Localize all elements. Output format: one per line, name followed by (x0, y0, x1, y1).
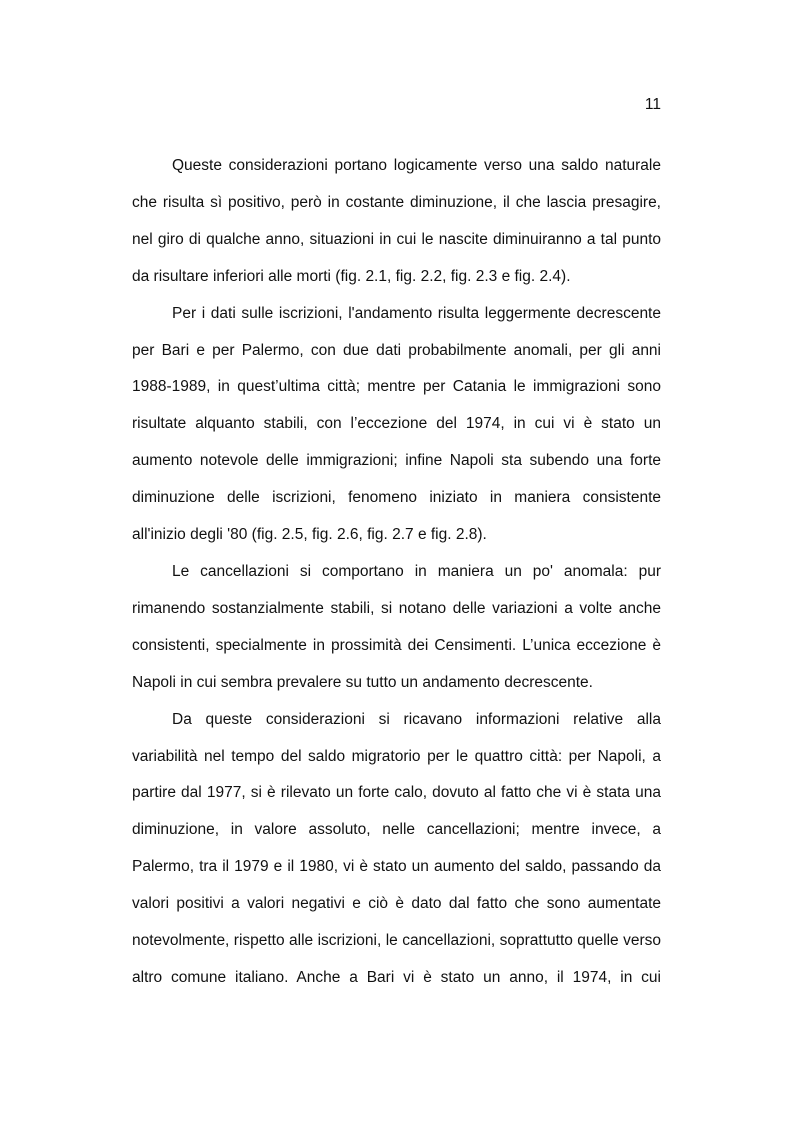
body-text (132, 148, 661, 997)
page-number: 11 (644, 96, 661, 113)
paragraph-migration-balance: Da queste considerazioni si ricavano informazioni relative alla variabilità nel tempo del saldo migratorio per le quattro città: per Napoli, a partire dal 1977, si è rilevato un forte calo, dovuto al fatto che vi è stata una diminuzione, in valore assoluto, nelle cancellazioni; mentre invece, a Palermo, tra il 1979 e il 1980, vi è stato un aumento del saldo, passando da valori positivi a valori negativi e ciò è dato dal fatto che sono aumentate notevolmente, rispetto alle iscrizioni, le cancellazioni, soprattutto quelle verso altro comune italiano. Anche a Bari vi è stato un anno, il 1974, in cui (132, 710, 661, 986)
paragraph-registrations: Per i dati sulle iscrizioni, l'andamento risulta leggermente decrescente per Bari e per Palermo, con due dati probabilmente anomali, per gli anni 1988-1989, in quest’ultima città; mentre per Catania le immigrazioni sono risultate alquanto stabili, con l’eccezione del 1974, in cui vi è stato un aumento notevole delle immigrazioni; infine Napoli sta subendo una forte diminuzione delle iscrizioni, fenomeno iniziato in maniera consistente all'inizio degli '80 (fig. 2.5, fig. 2.6, fig. 2.7 e fig. 2.8). (132, 304, 661, 544)
paragraph-cancellations: Le cancellazioni si comportano in maniera un po' anomala: pur rimanendo sostanzialmente stabili, si notano delle variazioni a volte anche consistenti, specialmente in prossimità dei Censimenti. L’unica eccezione è Napoli in cui sembra prevalere su tutto un andamento decrescente. (132, 562, 661, 691)
paragraph-natural-balance: Queste considerazioni portano logicamente verso una saldo naturale che risulta sì positivo, però in costante diminuzione, il che lascia presagire, nel giro di qualche anno, situazioni in cui le nascite diminuiranno a tal punto da risultare inferiori alle morti (fig. 2.1, fig. 2.2, fig. 2.3 e fig. 2.4). (132, 157, 661, 285)
